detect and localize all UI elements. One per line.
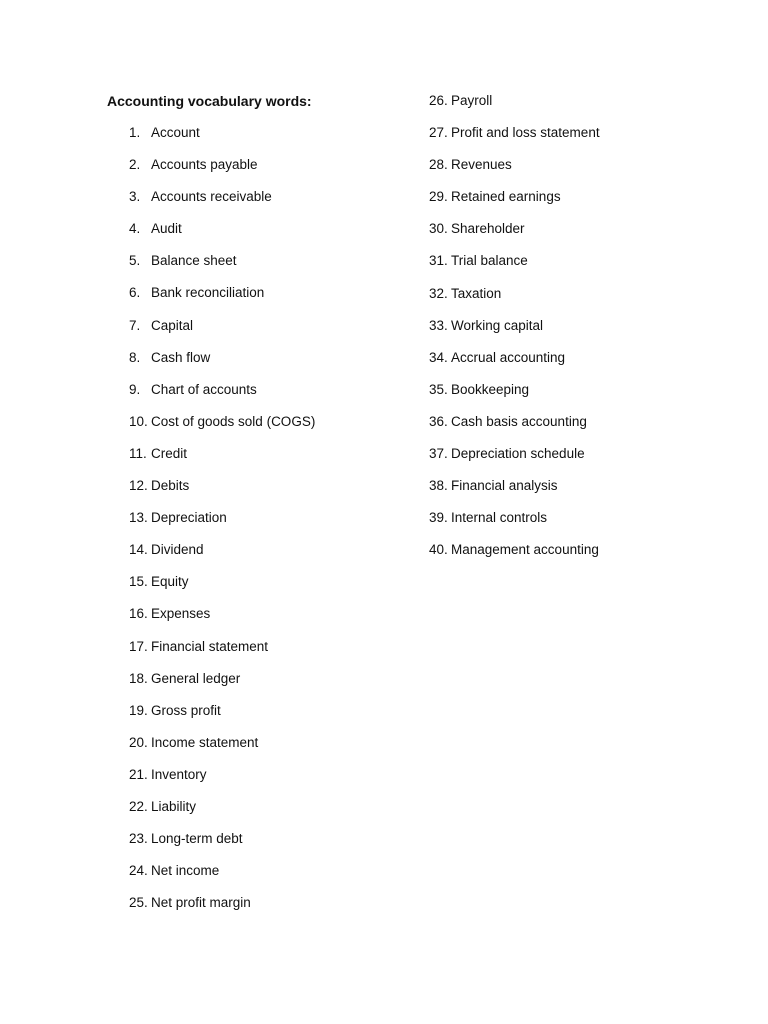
list-item-number: 13.	[129, 510, 148, 526]
list-item	[429, 413, 600, 445]
list-item-number: 19.	[129, 702, 148, 718]
list-item-number: 14.	[129, 542, 148, 558]
list-item	[129, 573, 315, 605]
list-item	[129, 509, 315, 541]
list-item-number: 22.	[129, 798, 148, 814]
list-item-number: 30.	[429, 221, 448, 237]
list-item	[129, 605, 315, 637]
list-item	[129, 702, 315, 734]
list-item	[429, 252, 600, 284]
list-item-number: 8.	[129, 349, 141, 365]
list-item-number: 11.	[129, 445, 147, 461]
list-item	[429, 156, 600, 188]
list-item	[129, 124, 315, 156]
list-item	[129, 317, 315, 349]
list-item	[129, 445, 315, 477]
list-item-term: Revenues	[451, 157, 512, 173]
list-item-number: 31.	[429, 253, 448, 269]
list-item-number: 7.	[129, 317, 141, 333]
list-item-number: 27.	[429, 125, 448, 141]
list-item-term: Depreciation schedule	[451, 446, 585, 462]
list-item-number: 15.	[129, 574, 148, 590]
list-item-number: 35.	[429, 381, 448, 397]
list-item-number: 18.	[129, 670, 148, 686]
list-item-number: 5.	[129, 253, 141, 269]
list-item-term: Net profit margin	[151, 895, 251, 911]
list-item	[129, 798, 315, 830]
list-item-term: Cash flow	[151, 349, 211, 365]
list-item-term: Capital	[151, 317, 194, 333]
list-item-term: Gross profit	[151, 702, 221, 718]
list-item-term: Payroll	[451, 93, 493, 108]
list-item	[429, 541, 600, 573]
list-item-term: Cash basis accounting	[451, 413, 587, 429]
list-item-term: Bookkeeping	[451, 381, 530, 397]
list-item-term: Financial statement	[151, 638, 269, 654]
list-item	[129, 766, 315, 798]
list-item-number: 23.	[129, 831, 148, 847]
page-title: Accounting vocabulary words:	[107, 93, 312, 109]
list-item-number: 20.	[129, 734, 148, 750]
list-item	[429, 445, 600, 477]
list-item-number: 37.	[429, 446, 448, 462]
list-item-term: Inventory	[151, 766, 207, 782]
list-item-term: Internal controls	[451, 510, 548, 526]
list-item-term: Accrual accounting	[451, 349, 566, 365]
list-item	[429, 477, 600, 509]
list-item	[429, 188, 600, 220]
list-item-term: General ledger	[151, 670, 241, 686]
list-item-number: 2.	[129, 157, 141, 173]
list-item	[129, 188, 315, 220]
list-item-number: 40.	[429, 542, 448, 558]
list-item	[429, 317, 600, 349]
list-item	[129, 349, 315, 381]
list-item	[429, 124, 600, 156]
list-item-term: Profit and loss statement	[451, 125, 600, 141]
list-item-term: Financial analysis	[451, 478, 558, 494]
list-item-term: Taxation	[451, 285, 502, 301]
list-item	[129, 156, 315, 188]
list-item-term: Bank reconciliation	[151, 285, 265, 301]
list-item	[129, 638, 315, 670]
list-item	[129, 830, 315, 862]
list-item-term: Long-term debt	[151, 831, 243, 847]
list-item-number: 12.	[129, 478, 148, 494]
list-item	[429, 349, 600, 381]
list-item-number: 38.	[429, 478, 448, 494]
list-item-term: Cost of goods sold (COGS)	[151, 413, 316, 429]
list-item-term: Balance sheet	[151, 253, 237, 269]
list-item	[429, 285, 600, 317]
list-item	[429, 220, 600, 252]
list-item-term: Management accounting	[451, 542, 599, 558]
list-item-number: 36.	[429, 413, 448, 429]
list-item-number: 6.	[129, 285, 141, 301]
list-item-term: Credit	[151, 445, 188, 461]
list-item	[129, 894, 315, 926]
list-item-number: 1.	[129, 125, 141, 140]
list-item-number: 32.	[429, 285, 448, 301]
list-item-term: Retained earnings	[451, 189, 561, 205]
list-item-term: Accounts receivable	[151, 189, 272, 205]
list-item-term: Audit	[151, 221, 182, 237]
list-item-number: 34.	[429, 349, 448, 365]
list-item	[129, 220, 315, 252]
list-item-number: 17.	[129, 638, 148, 654]
list-item-term: Depreciation	[151, 510, 227, 526]
list-item-term: Accounts payable	[151, 157, 258, 173]
vocabulary-list-left	[129, 124, 315, 926]
list-item-number: 3.	[129, 189, 141, 205]
list-item-term: Shareholder	[451, 221, 525, 237]
list-item	[129, 734, 315, 766]
list-item	[429, 92, 600, 124]
list-item	[129, 541, 315, 573]
list-item-term: Debits	[151, 478, 190, 494]
list-item-term: Account	[151, 125, 200, 140]
list-item-number: 26.	[429, 93, 448, 108]
list-item-number: 10.	[129, 413, 148, 429]
list-item	[129, 670, 315, 702]
list-item	[129, 413, 315, 445]
list-item-number: 28.	[429, 157, 448, 173]
list-item-term: Net income	[151, 863, 220, 879]
list-item	[129, 477, 315, 509]
list-item-term: Liability	[151, 798, 197, 814]
list-item-term: Expenses	[151, 606, 211, 622]
list-item	[129, 252, 315, 284]
list-item-term: Dividend	[151, 542, 204, 558]
list-item	[129, 284, 315, 316]
list-item	[429, 381, 600, 413]
list-item-number: 25.	[129, 895, 148, 911]
vocabulary-list-right	[429, 92, 600, 573]
list-item-number: 24.	[129, 863, 148, 879]
list-item	[129, 862, 315, 894]
list-item-number: 39.	[429, 510, 448, 526]
list-item-term: Trial balance	[451, 253, 528, 269]
list-item-term: Income statement	[151, 734, 259, 750]
list-item	[429, 509, 600, 541]
list-item-number: 16.	[129, 606, 148, 622]
list-item-number: 4.	[129, 221, 141, 237]
list-item	[129, 381, 315, 413]
list-item-term: Equity	[151, 574, 189, 590]
list-item-term: Working capital	[451, 317, 544, 333]
list-item-number: 9.	[129, 381, 141, 397]
list-item-term: Chart of accounts	[151, 381, 257, 397]
list-item-number: 33.	[429, 317, 448, 333]
list-item-number: 29.	[429, 189, 448, 205]
list-item-number: 21.	[129, 766, 148, 782]
